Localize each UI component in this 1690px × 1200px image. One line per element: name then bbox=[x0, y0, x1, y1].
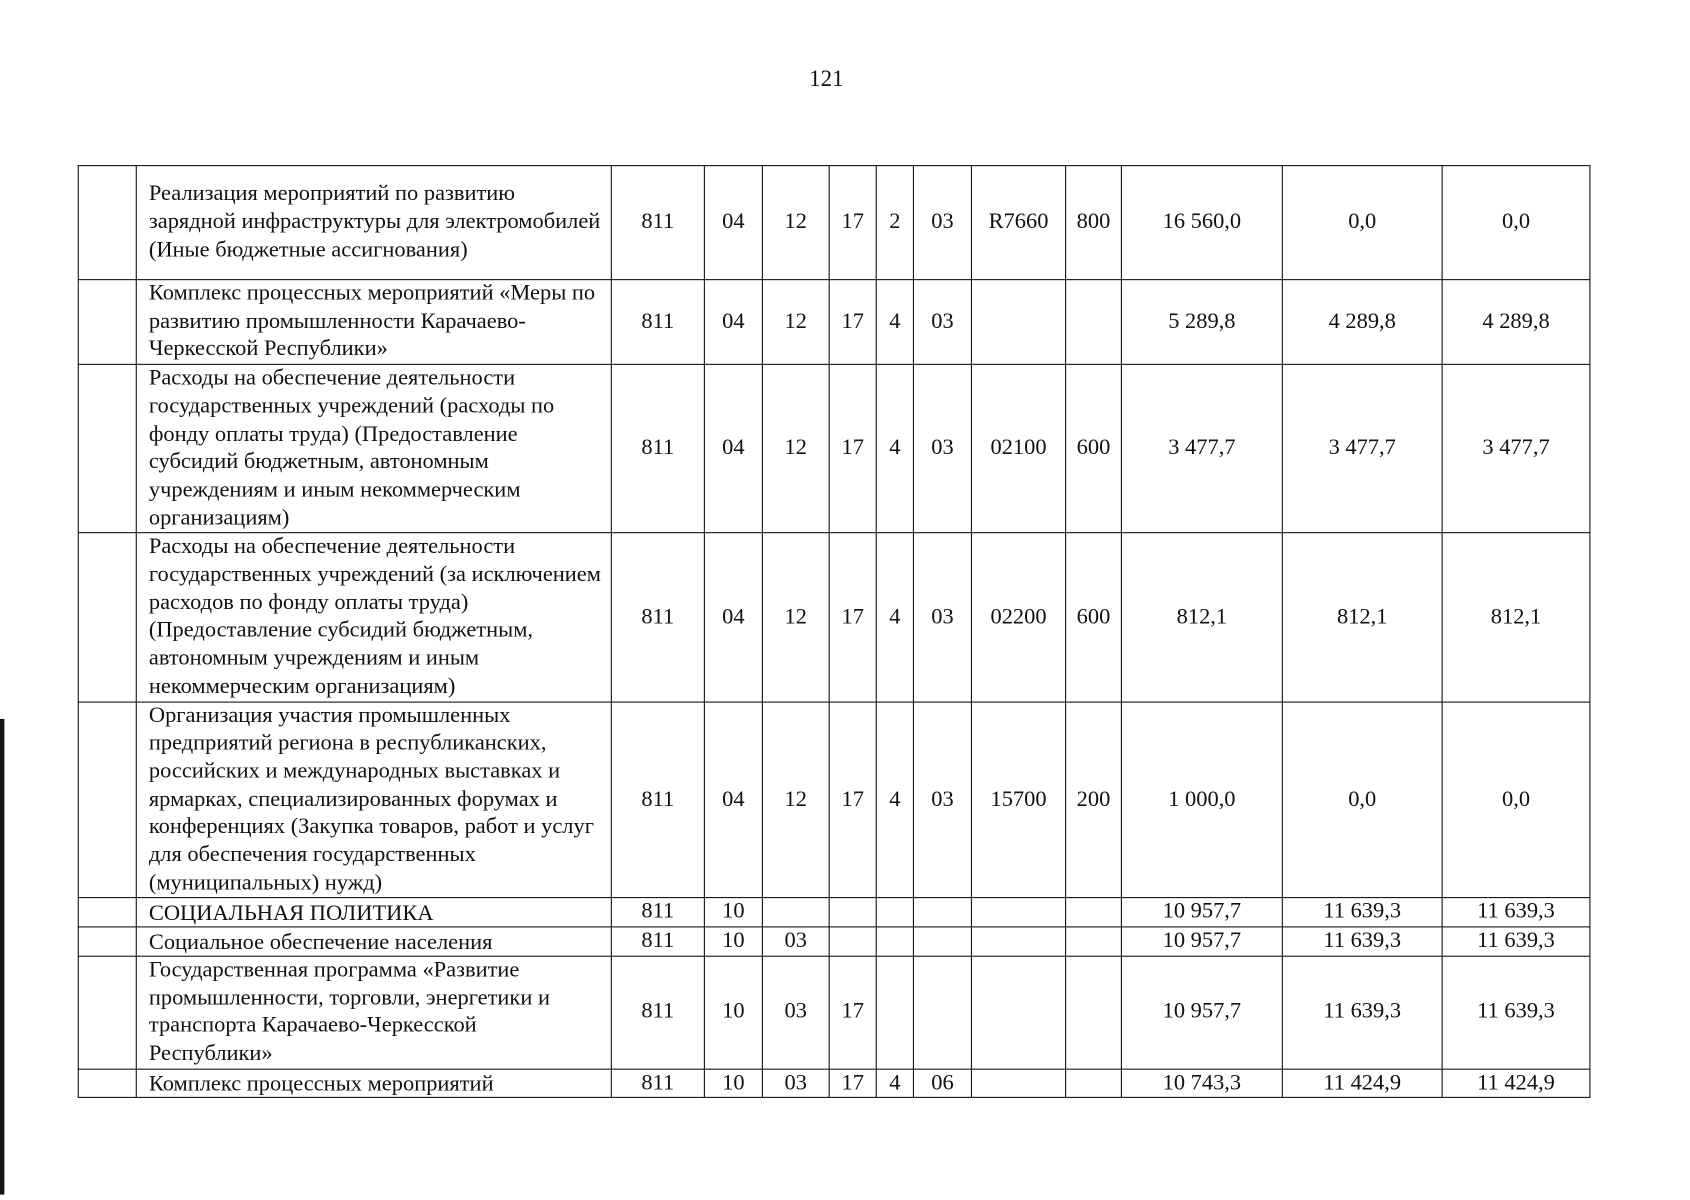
table-row bbox=[78, 956, 1590, 1069]
amount-year-1: 10 957,7 bbox=[1121, 956, 1282, 1069]
table-row bbox=[78, 927, 1590, 956]
table-row bbox=[78, 166, 1590, 280]
structural-element-code: 03 bbox=[913, 533, 971, 702]
ministry-code: 811 bbox=[611, 927, 704, 956]
amount-year-1: 10 957,7 bbox=[1121, 898, 1282, 927]
ministry-code: 811 bbox=[611, 280, 704, 365]
empty-cell bbox=[78, 898, 136, 927]
program-code: 17 bbox=[829, 280, 876, 365]
page-number: 121 bbox=[809, 65, 844, 92]
expense-type-code: 200 bbox=[1066, 702, 1122, 898]
subsection-code: 03 bbox=[762, 1069, 829, 1098]
structural-element-code: 03 bbox=[913, 702, 971, 898]
row-description: Расходы на обеспечение деятельности государственных учреждений (за исключением расходов по фонду оплаты труда) (Предоставление субсидий бюджетным, автономным учреждениям и иным некоммерческим организациям) bbox=[136, 533, 611, 702]
expense-direction-code: 02200 bbox=[971, 533, 1065, 702]
section-code: 10 bbox=[704, 927, 762, 956]
program-code bbox=[829, 898, 876, 927]
expense-direction-code bbox=[971, 1069, 1065, 1098]
expense-type-code bbox=[1066, 927, 1122, 956]
amount-year-3: 3 477,7 bbox=[1442, 364, 1590, 533]
table-row bbox=[78, 533, 1590, 702]
section-code: 04 bbox=[704, 166, 762, 280]
amount-year-3: 0,0 bbox=[1442, 166, 1590, 280]
subsection-code: 12 bbox=[762, 166, 829, 280]
structural-element-code bbox=[913, 956, 971, 1069]
subsection-code: 12 bbox=[762, 364, 829, 533]
program-code: 17 bbox=[829, 533, 876, 702]
table-row bbox=[78, 1069, 1590, 1098]
empty-cell bbox=[78, 1069, 136, 1098]
amount-year-1: 10 957,7 bbox=[1121, 927, 1282, 956]
subsection-code: 12 bbox=[762, 702, 829, 898]
structural-element-code: 03 bbox=[913, 166, 971, 280]
program-code: 17 bbox=[829, 956, 876, 1069]
row-description: Организация участия промышленных предприятий региона в республиканских, российских и международных выставках и ярмарках, специализированных форумах и конференциях (Закупка товаров, работ и услуг для обеспечения государственных (муниципальных) нужд) bbox=[136, 702, 611, 898]
amount-year-2: 11 639,3 bbox=[1282, 898, 1442, 927]
program-code: 17 bbox=[829, 166, 876, 280]
table-row bbox=[78, 364, 1590, 533]
structural-element-code bbox=[913, 898, 971, 927]
subsection-code: 12 bbox=[762, 533, 829, 702]
table-row bbox=[78, 898, 1590, 927]
subsection-code: 12 bbox=[762, 280, 829, 365]
expense-type-code: 600 bbox=[1066, 364, 1122, 533]
ministry-code: 811 bbox=[611, 956, 704, 1069]
program-type-code bbox=[876, 956, 913, 1069]
expense-type-code: 800 bbox=[1066, 166, 1122, 280]
structural-element-code: 03 bbox=[913, 280, 971, 365]
program-code bbox=[829, 927, 876, 956]
amount-year-1: 16 560,0 bbox=[1121, 166, 1282, 280]
expense-direction-code: 02100 bbox=[971, 364, 1065, 533]
program-type-code: 4 bbox=[876, 533, 913, 702]
program-code: 17 bbox=[829, 702, 876, 898]
program-type-code: 4 bbox=[876, 1069, 913, 1098]
section-code: 04 bbox=[704, 533, 762, 702]
amount-year-2: 11 639,3 bbox=[1282, 956, 1442, 1069]
section-code: 04 bbox=[704, 702, 762, 898]
ministry-code: 811 bbox=[611, 1069, 704, 1098]
subsection-code: 03 bbox=[762, 956, 829, 1069]
table-row bbox=[78, 702, 1590, 898]
program-type-code bbox=[876, 927, 913, 956]
amount-year-3: 11 424,9 bbox=[1442, 1069, 1590, 1098]
subsection-code: 03 bbox=[762, 927, 829, 956]
amount-year-2: 11 424,9 bbox=[1282, 1069, 1442, 1098]
structural-element-code: 06 bbox=[913, 1069, 971, 1098]
empty-cell bbox=[78, 166, 136, 280]
structural-element-code: 03 bbox=[913, 364, 971, 533]
section-code: 10 bbox=[704, 1069, 762, 1098]
row-description: СОЦИАЛЬНАЯ ПОЛИТИКА bbox=[136, 898, 611, 927]
amount-year-1: 5 289,8 bbox=[1121, 280, 1282, 365]
amount-year-3: 0,0 bbox=[1442, 702, 1590, 898]
amount-year-2: 11 639,3 bbox=[1282, 927, 1442, 956]
table-row bbox=[78, 280, 1590, 365]
amount-year-3: 812,1 bbox=[1442, 533, 1590, 702]
amount-year-1: 812,1 bbox=[1121, 533, 1282, 702]
amount-year-2: 3 477,7 bbox=[1282, 364, 1442, 533]
empty-cell bbox=[78, 702, 136, 898]
amount-year-1: 3 477,7 bbox=[1121, 364, 1282, 533]
program-code: 17 bbox=[829, 1069, 876, 1098]
ministry-code: 811 bbox=[611, 702, 704, 898]
expense-direction-code bbox=[971, 956, 1065, 1069]
program-type-code: 4 bbox=[876, 364, 913, 533]
amount-year-1: 10 743,3 bbox=[1121, 1069, 1282, 1098]
ministry-code: 811 bbox=[611, 898, 704, 927]
section-code: 10 bbox=[704, 898, 762, 927]
expense-type-code bbox=[1066, 280, 1122, 365]
budget-table bbox=[78, 165, 1591, 1098]
section-code: 04 bbox=[704, 280, 762, 365]
row-description: Комплекс процессных мероприятий «Меры по развитию промышленности Карачаево-Черкесской Республики» bbox=[136, 280, 611, 365]
amount-year-3: 4 289,8 bbox=[1442, 280, 1590, 365]
program-code: 17 bbox=[829, 364, 876, 533]
row-description: Государственная программа «Развитие промышленности, торговли, энергетики и транспорта Карачаево-Черкесской Республики» bbox=[136, 956, 611, 1069]
ministry-code: 811 bbox=[611, 166, 704, 280]
program-type-code: 4 bbox=[876, 280, 913, 365]
expense-direction-code bbox=[971, 280, 1065, 365]
program-type-code: 4 bbox=[876, 702, 913, 898]
amount-year-2: 0,0 bbox=[1282, 166, 1442, 280]
row-description: Реализация мероприятий по развитию зарядной инфраструктуры для электромобилей (Иные бюджетные ассигнования) bbox=[136, 166, 611, 280]
expense-type-code bbox=[1066, 1069, 1122, 1098]
empty-cell bbox=[78, 533, 136, 702]
empty-cell bbox=[78, 364, 136, 533]
expense-direction-code: 15700 bbox=[971, 702, 1065, 898]
empty-cell bbox=[78, 956, 136, 1069]
amount-year-3: 11 639,3 bbox=[1442, 898, 1590, 927]
section-code: 10 bbox=[704, 956, 762, 1069]
amount-year-3: 11 639,3 bbox=[1442, 927, 1590, 956]
expense-type-code: 600 bbox=[1066, 533, 1122, 702]
expense-type-code bbox=[1066, 898, 1122, 927]
empty-cell bbox=[78, 280, 136, 365]
program-type-code: 2 bbox=[876, 166, 913, 280]
expense-direction-code bbox=[971, 927, 1065, 956]
row-description: Комплекс процессных мероприятий bbox=[136, 1069, 611, 1098]
program-type-code bbox=[876, 898, 913, 927]
expense-type-code bbox=[1066, 956, 1122, 1069]
ministry-code: 811 bbox=[611, 364, 704, 533]
expense-direction-code bbox=[971, 898, 1065, 927]
section-code: 04 bbox=[704, 364, 762, 533]
scan-edge-mark bbox=[0, 719, 4, 1195]
empty-cell bbox=[78, 927, 136, 956]
subsection-code bbox=[762, 898, 829, 927]
row-description: Социальное обеспечение населения bbox=[136, 927, 611, 956]
amount-year-2: 4 289,8 bbox=[1282, 280, 1442, 365]
structural-element-code bbox=[913, 927, 971, 956]
amount-year-2: 0,0 bbox=[1282, 702, 1442, 898]
row-description: Расходы на обеспечение деятельности государственных учреждений (расходы по фонду оплаты труда) (Предоставление субсидий бюджетным, автономным учреждениям и иным некоммерческим организациям) bbox=[136, 364, 611, 533]
expense-direction-code: R7660 bbox=[971, 166, 1065, 280]
ministry-code: 811 bbox=[611, 533, 704, 702]
amount-year-3: 11 639,3 bbox=[1442, 956, 1590, 1069]
amount-year-2: 812,1 bbox=[1282, 533, 1442, 702]
amount-year-1: 1 000,0 bbox=[1121, 702, 1282, 898]
